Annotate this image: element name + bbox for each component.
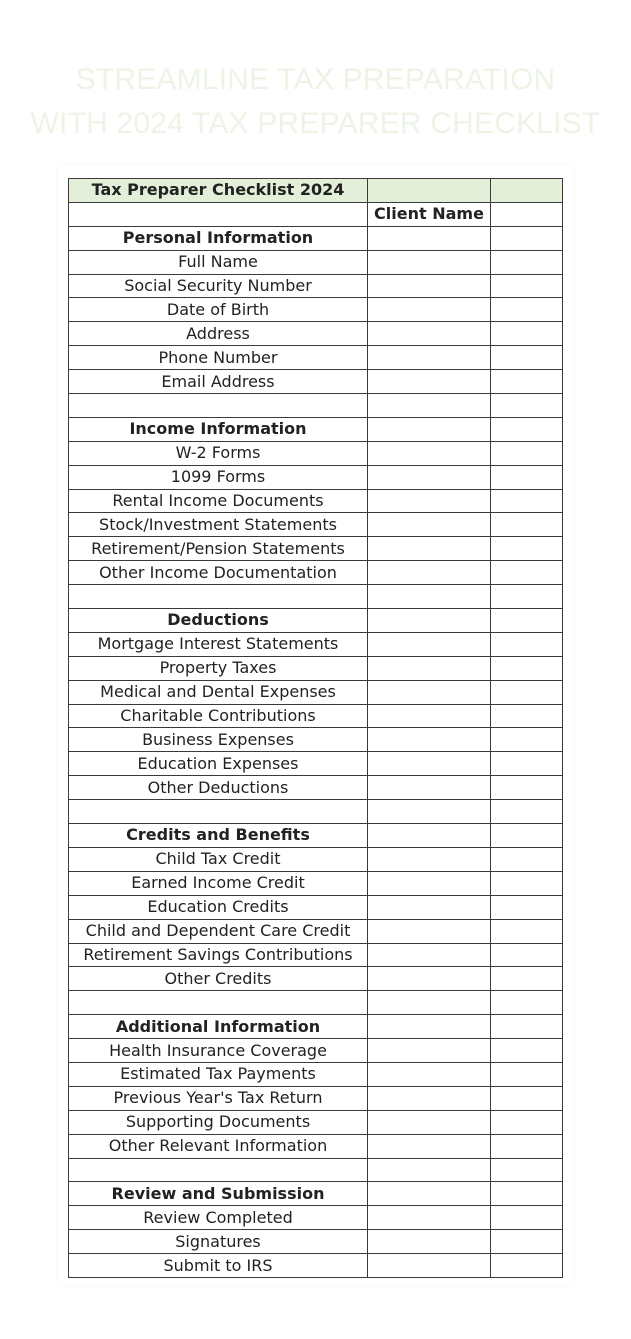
check-cell[interactable]: [491, 441, 563, 465]
client-value-cell[interactable]: [368, 1086, 491, 1110]
checklist-item-label: Other Relevant Information: [69, 1134, 368, 1158]
check-cell[interactable]: [491, 1062, 563, 1086]
checklist-item-label: Date of Birth: [69, 298, 368, 322]
checklist-item-label: Mortgage Interest Statements: [69, 632, 368, 656]
table-row: [69, 656, 563, 680]
check-cell[interactable]: [491, 1254, 563, 1278]
checklist-item-label: Child and Dependent Care Credit: [69, 919, 368, 943]
client-value-cell[interactable]: [368, 680, 491, 704]
blank-cell: [69, 800, 368, 824]
header-blank-cell: [69, 202, 368, 226]
client-value-cell[interactable]: [368, 1015, 491, 1039]
section-heading: Income Information: [69, 417, 368, 441]
check-cell[interactable]: [491, 394, 563, 418]
check-cell[interactable]: [491, 346, 563, 370]
checklist-item-label: Other Income Documentation: [69, 561, 368, 585]
checklist-item-label: Signatures: [69, 1230, 368, 1254]
checklist-item-label: Retirement Savings Contributions: [69, 943, 368, 967]
check-cell[interactable]: [491, 609, 563, 633]
check-cell[interactable]: [491, 680, 563, 704]
blank-row: [69, 585, 563, 609]
checklist-item-label: Supporting Documents: [69, 1110, 368, 1134]
checklist-item-label: Rental Income Documents: [69, 489, 368, 513]
checklist-item-label: Full Name: [69, 250, 368, 274]
blank-cell: [69, 394, 368, 418]
checklist-item-label: Social Security Number: [69, 274, 368, 298]
client-value-cell[interactable]: [368, 1206, 491, 1230]
client-value-cell[interactable]: [368, 585, 491, 609]
check-cell[interactable]: [491, 1158, 563, 1182]
table-row: [69, 250, 563, 274]
client-value-cell[interactable]: [368, 1254, 491, 1278]
client-value-cell[interactable]: [368, 417, 491, 441]
check-cell[interactable]: [491, 943, 563, 967]
client-value-cell[interactable]: [368, 824, 491, 848]
checklist-item-label: Retirement/Pension Statements: [69, 537, 368, 561]
checklist-item-label: Email Address: [69, 370, 368, 394]
client-value-cell[interactable]: [368, 346, 491, 370]
checklist-item-label: Stock/Investment Statements: [69, 513, 368, 537]
table-row: [69, 1134, 563, 1158]
check-cell[interactable]: [491, 728, 563, 752]
section-heading: Personal Information: [69, 226, 368, 250]
table-row: [69, 895, 563, 919]
table-row: [69, 537, 563, 561]
client-value-cell[interactable]: [368, 776, 491, 800]
client-value-cell[interactable]: [368, 561, 491, 585]
header-blank-cell[interactable]: [491, 202, 563, 226]
check-cell[interactable]: [491, 274, 563, 298]
client-value-cell[interactable]: [368, 800, 491, 824]
client-value-cell[interactable]: [368, 704, 491, 728]
section-row: [69, 1182, 563, 1206]
client-value-cell[interactable]: [368, 1062, 491, 1086]
checklist-item-label: Submit to IRS: [69, 1254, 368, 1278]
checklist-item-label: Health Insurance Coverage: [69, 1039, 368, 1063]
section-heading: Additional Information: [69, 1015, 368, 1039]
check-cell[interactable]: [491, 1230, 563, 1254]
check-cell[interactable]: [491, 776, 563, 800]
table-row: [69, 967, 563, 991]
check-cell[interactable]: [491, 656, 563, 680]
page-headline: [0, 58, 631, 146]
blank-row: [69, 1158, 563, 1182]
client-value-cell[interactable]: [368, 1182, 491, 1206]
check-cell[interactable]: [491, 370, 563, 394]
checklist-item-label: W-2 Forms: [69, 441, 368, 465]
checklist-item-label: Business Expenses: [69, 728, 368, 752]
check-cell[interactable]: [491, 752, 563, 776]
table-title-row: [69, 179, 563, 203]
check-cell[interactable]: [491, 226, 563, 250]
client-value-cell[interactable]: [368, 465, 491, 489]
blank-row: [69, 800, 563, 824]
section-heading: Review and Submission: [69, 1182, 368, 1206]
check-cell[interactable]: [491, 1015, 563, 1039]
checklist-body: [69, 179, 563, 1278]
table-row: [69, 704, 563, 728]
check-cell[interactable]: [491, 322, 563, 346]
checklist-item-label: Earned Income Credit: [69, 871, 368, 895]
client-name-header: Client Name: [368, 202, 491, 226]
section-heading: Deductions: [69, 609, 368, 633]
client-value-cell[interactable]: [368, 656, 491, 680]
check-cell[interactable]: [491, 561, 563, 585]
check-cell[interactable]: [491, 1206, 563, 1230]
client-value-cell[interactable]: [368, 943, 491, 967]
check-cell[interactable]: [491, 871, 563, 895]
table-row: [69, 1086, 563, 1110]
title-blank-cell[interactable]: [368, 179, 491, 203]
table-header-row: [69, 202, 563, 226]
check-cell[interactable]: [491, 1039, 563, 1063]
check-cell[interactable]: [491, 1134, 563, 1158]
check-cell[interactable]: [491, 298, 563, 322]
checklist-item-label: Review Completed: [69, 1206, 368, 1230]
check-cell[interactable]: [491, 537, 563, 561]
checklist-item-label: Phone Number: [69, 346, 368, 370]
table-row: [69, 513, 563, 537]
client-value-cell[interactable]: [368, 250, 491, 274]
check-cell[interactable]: [491, 489, 563, 513]
headline-line-2: WITH 2024 TAX PREPARER CHECKLIST: [30, 107, 601, 140]
client-value-cell[interactable]: [368, 632, 491, 656]
table-row: [69, 561, 563, 585]
client-value-cell[interactable]: [368, 728, 491, 752]
checklist-item-label: Medical and Dental Expenses: [69, 680, 368, 704]
section-heading: Credits and Benefits: [69, 824, 368, 848]
check-cell[interactable]: [491, 895, 563, 919]
checklist-item-label: Other Credits: [69, 967, 368, 991]
client-value-cell[interactable]: [368, 537, 491, 561]
checklist-item-label: Education Expenses: [69, 752, 368, 776]
check-cell[interactable]: [491, 417, 563, 441]
checklist-item-label: Estimated Tax Payments: [69, 1062, 368, 1086]
check-cell[interactable]: [491, 991, 563, 1015]
table-title: Tax Preparer Checklist 2024: [69, 179, 368, 203]
client-value-cell[interactable]: [368, 226, 491, 250]
client-value-cell[interactable]: [368, 441, 491, 465]
client-value-cell[interactable]: [368, 991, 491, 1015]
headline-line-1: STREAMLINE TAX PREPARATION: [75, 63, 556, 96]
blank-row: [69, 394, 563, 418]
checklist-item-label: Education Credits: [69, 895, 368, 919]
title-blank-cell[interactable]: [491, 179, 563, 203]
checklist-item-label: Previous Year's Tax Return: [69, 1086, 368, 1110]
client-value-cell[interactable]: [368, 609, 491, 633]
table-row: [69, 1062, 563, 1086]
table-row: [69, 776, 563, 800]
table-row: [69, 441, 563, 465]
client-value-cell[interactable]: [368, 1230, 491, 1254]
table-row: [69, 274, 563, 298]
table-row: [69, 1110, 563, 1134]
table-row: [69, 1206, 563, 1230]
table-row: [69, 322, 563, 346]
checklist-item-label: Other Deductions: [69, 776, 368, 800]
blank-cell: [69, 585, 368, 609]
client-value-cell[interactable]: [368, 274, 491, 298]
checklist-item-label: Child Tax Credit: [69, 847, 368, 871]
check-cell[interactable]: [491, 919, 563, 943]
client-value-cell[interactable]: [368, 1039, 491, 1063]
check-cell[interactable]: [491, 250, 563, 274]
client-value-cell[interactable]: [368, 1134, 491, 1158]
table-row: [69, 465, 563, 489]
table-row: [69, 489, 563, 513]
table-row: [69, 847, 563, 871]
client-value-cell[interactable]: [368, 752, 491, 776]
table-row: [69, 632, 563, 656]
check-cell[interactable]: [491, 585, 563, 609]
checklist-item-label: Charitable Contributions: [69, 704, 368, 728]
check-cell[interactable]: [491, 465, 563, 489]
table-row: [69, 346, 563, 370]
client-value-cell[interactable]: [368, 919, 491, 943]
table-row: [69, 919, 563, 943]
check-cell[interactable]: [491, 967, 563, 991]
client-value-cell[interactable]: [368, 1110, 491, 1134]
check-cell[interactable]: [491, 800, 563, 824]
section-row: [69, 609, 563, 633]
table-row: [69, 752, 563, 776]
blank-row: [69, 991, 563, 1015]
section-row: [69, 226, 563, 250]
checklist-item-label: 1099 Forms: [69, 465, 368, 489]
check-cell[interactable]: [491, 632, 563, 656]
client-value-cell[interactable]: [368, 370, 491, 394]
client-value-cell[interactable]: [368, 847, 491, 871]
section-row: [69, 1015, 563, 1039]
client-value-cell[interactable]: [368, 394, 491, 418]
check-cell[interactable]: [491, 1110, 563, 1134]
check-cell[interactable]: [491, 1182, 563, 1206]
client-value-cell[interactable]: [368, 489, 491, 513]
table-row: [69, 871, 563, 895]
section-row: [69, 824, 563, 848]
client-value-cell[interactable]: [368, 871, 491, 895]
table-row: [69, 1039, 563, 1063]
check-cell[interactable]: [491, 847, 563, 871]
table-row: [69, 728, 563, 752]
client-value-cell[interactable]: [368, 322, 491, 346]
check-cell[interactable]: [491, 704, 563, 728]
client-value-cell[interactable]: [368, 895, 491, 919]
check-cell[interactable]: [491, 1086, 563, 1110]
table-row: [69, 943, 563, 967]
client-value-cell[interactable]: [368, 298, 491, 322]
section-row: [69, 417, 563, 441]
client-value-cell[interactable]: [368, 513, 491, 537]
client-value-cell[interactable]: [368, 967, 491, 991]
table-row: [69, 680, 563, 704]
table-row: [69, 1254, 563, 1278]
table-row: [69, 298, 563, 322]
client-value-cell[interactable]: [368, 1158, 491, 1182]
table-row: [69, 370, 563, 394]
checklist-item-label: Property Taxes: [69, 656, 368, 680]
checklist-table: [68, 178, 563, 1278]
check-cell[interactable]: [491, 513, 563, 537]
check-cell[interactable]: [491, 824, 563, 848]
checklist-item-label: Address: [69, 322, 368, 346]
blank-cell: [69, 991, 368, 1015]
blank-cell: [69, 1158, 368, 1182]
table-row: [69, 1230, 563, 1254]
